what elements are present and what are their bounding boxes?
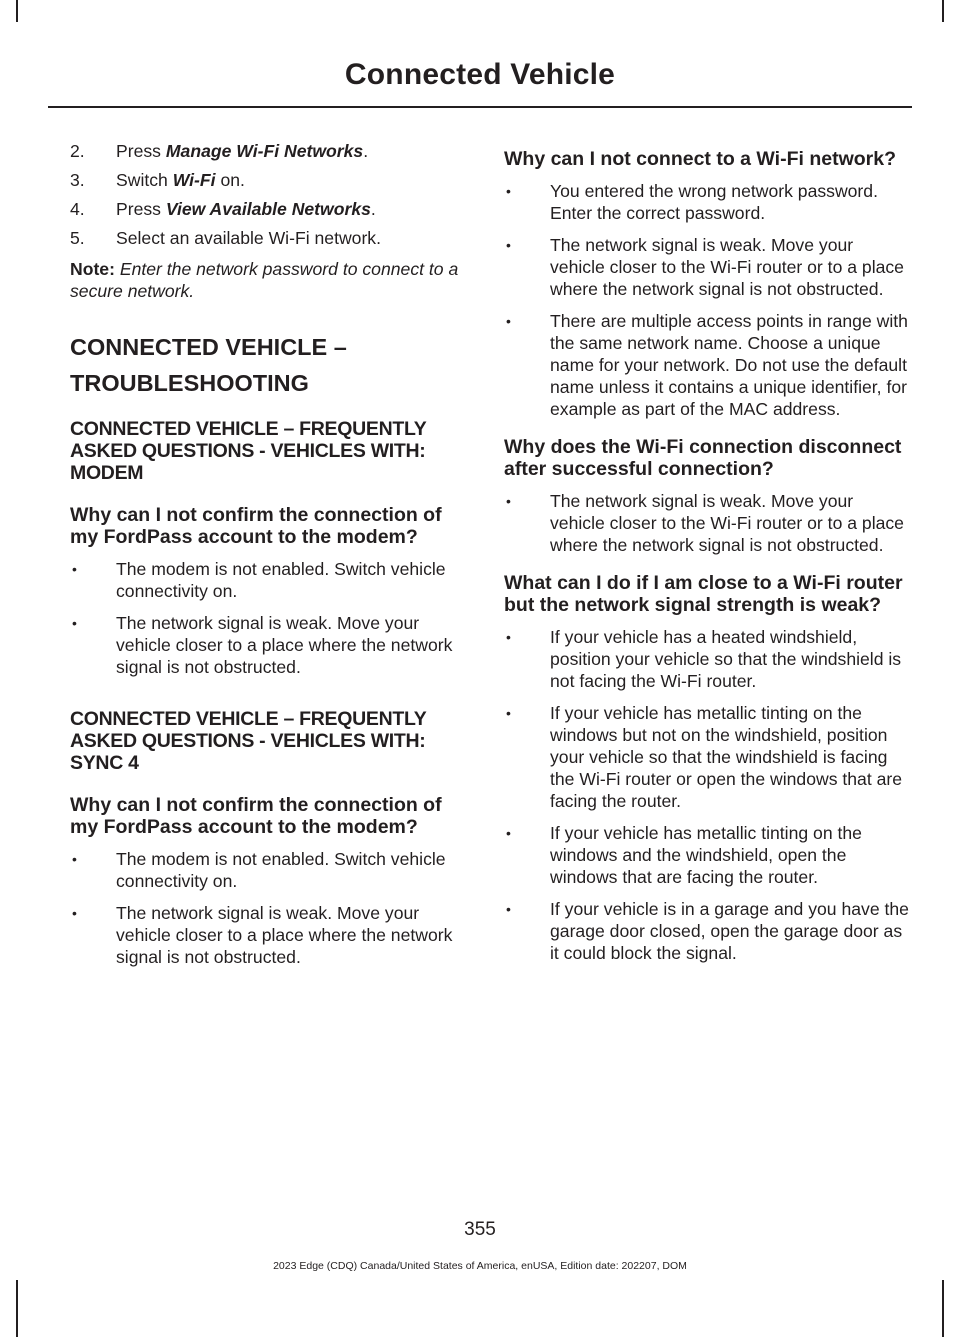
step-ui-label: Wi-Fi — [172, 170, 216, 190]
question-heading: Why can I not connect to a Wi-Fi network? — [504, 148, 896, 170]
step-item — [70, 140, 474, 162]
bullet-list — [70, 848, 474, 968]
list-item: • The modem is not enabled. Switch vehicle connectivity on. — [70, 558, 474, 602]
step-text-end: . — [363, 141, 369, 161]
crop-mark-bottom-left — [16, 1280, 18, 1337]
step-item — [70, 198, 474, 220]
note — [70, 258, 474, 302]
list-item: • The network signal is weak. Move your vehicle closer to the Wi-Fi router or to a place where the network signal is not obstructed. — [504, 490, 910, 556]
header-divider — [48, 106, 912, 108]
list-item: • The network signal is weak. Move your vehicle closer to a place where the network signal is not obstructed. — [70, 612, 474, 678]
step-number: 2. — [70, 141, 85, 161]
page-title: Connected Vehicle — [344, 58, 616, 91]
step-text: Press — [116, 141, 166, 161]
step-ui-label: View Available Networks — [165, 199, 371, 219]
steps-list — [70, 140, 474, 249]
step-text: Press — [116, 199, 166, 219]
step-number: 4. — [70, 199, 85, 219]
bullet-list — [70, 558, 474, 678]
page-number: 355 — [464, 1219, 496, 1240]
list-item: • If your vehicle has metallic tinting on the windows and the windshield, open the windows that are facing the router. — [504, 822, 910, 888]
bullet-list — [504, 490, 910, 556]
list-item: • If your vehicle has a heated windshield, position your vehicle so that the windshield is not facing the Wi-Fi router. — [504, 626, 910, 692]
note-text: Enter the network password to connect to a secure network. — [70, 259, 459, 301]
step-text: Select an available Wi-Fi network. — [116, 228, 381, 248]
page-header — [0, 58, 960, 92]
question-heading: Why does the Wi-Fi connection disconnect after successful connection? — [504, 436, 902, 480]
list-item: • The modem is not enabled. Switch vehicle connectivity on. — [70, 848, 474, 892]
list-item: • The network signal is weak. Move your vehicle closer to a place where the network signal is not obstructed. — [70, 902, 474, 968]
step-text-end: . — [370, 199, 376, 219]
note-label: Note: — [70, 259, 115, 279]
section-heading-modem: CONNECTED VEHICLE – FREQUENTLY ASKED QUESTIONS - VEHICLES WITH: MODEM — [70, 418, 427, 484]
crop-mark-top-left — [16, 0, 18, 22]
edition-footer: 2023 Edge (CDQ) Canada/United States of America, enUSA, Edition date: 202207, DOM — [273, 1260, 687, 1272]
crop-mark-top-right — [942, 0, 944, 22]
step-item — [70, 227, 474, 249]
step-number: 3. — [70, 170, 85, 190]
step-text-end: on. — [215, 170, 245, 190]
list-item: • There are multiple access points in range with the same network name. Choose a unique name for your network. Do not use the default name unless it contains a unique identifier, for example as part of the MAC address. — [504, 310, 910, 420]
list-item: • If your vehicle is in a garage and you have the garage door closed, open the garage door as it could block the signal. — [504, 898, 910, 964]
question-heading: Why can I not confirm the connection of my FordPass account to the modem? — [70, 794, 442, 838]
question-heading: Why can I not confirm the connection of my FordPass account to the modem? — [70, 504, 442, 548]
list-item: • You entered the wrong network password. Enter the correct password. — [504, 180, 910, 224]
question-heading: What can I do if I am close to a Wi-Fi router but the network signal strength is weak? — [504, 572, 903, 616]
left-column — [70, 140, 474, 968]
chapter-heading-line1: CONNECTED VEHICLE – — [70, 334, 347, 360]
section-heading-sync4: CONNECTED VEHICLE – FREQUENTLY ASKED QUESTIONS - VEHICLES WITH: SYNC 4 — [70, 708, 427, 774]
list-item: • The network signal is weak. Move your vehicle closer to the Wi-Fi router or to a place where the network signal is not obstructed. — [504, 234, 910, 300]
list-item: • If your vehicle has metallic tinting on the windows but not on the windshield, position your vehicle so that the windshield is facing the Wi-Fi router or open the windows that are facing the router. — [504, 702, 910, 812]
step-text: Switch — [116, 170, 173, 190]
crop-mark-bottom-right — [942, 1280, 944, 1337]
bullet-list — [504, 180, 910, 420]
bullet-list — [504, 626, 910, 964]
chapter-heading-line2: TROUBLESHOOTING — [70, 370, 309, 396]
step-item — [70, 169, 474, 191]
right-column — [504, 140, 910, 964]
step-ui-label: Manage Wi-Fi Networks — [165, 141, 364, 161]
step-number: 5. — [70, 228, 85, 248]
chapter-heading — [70, 332, 474, 398]
